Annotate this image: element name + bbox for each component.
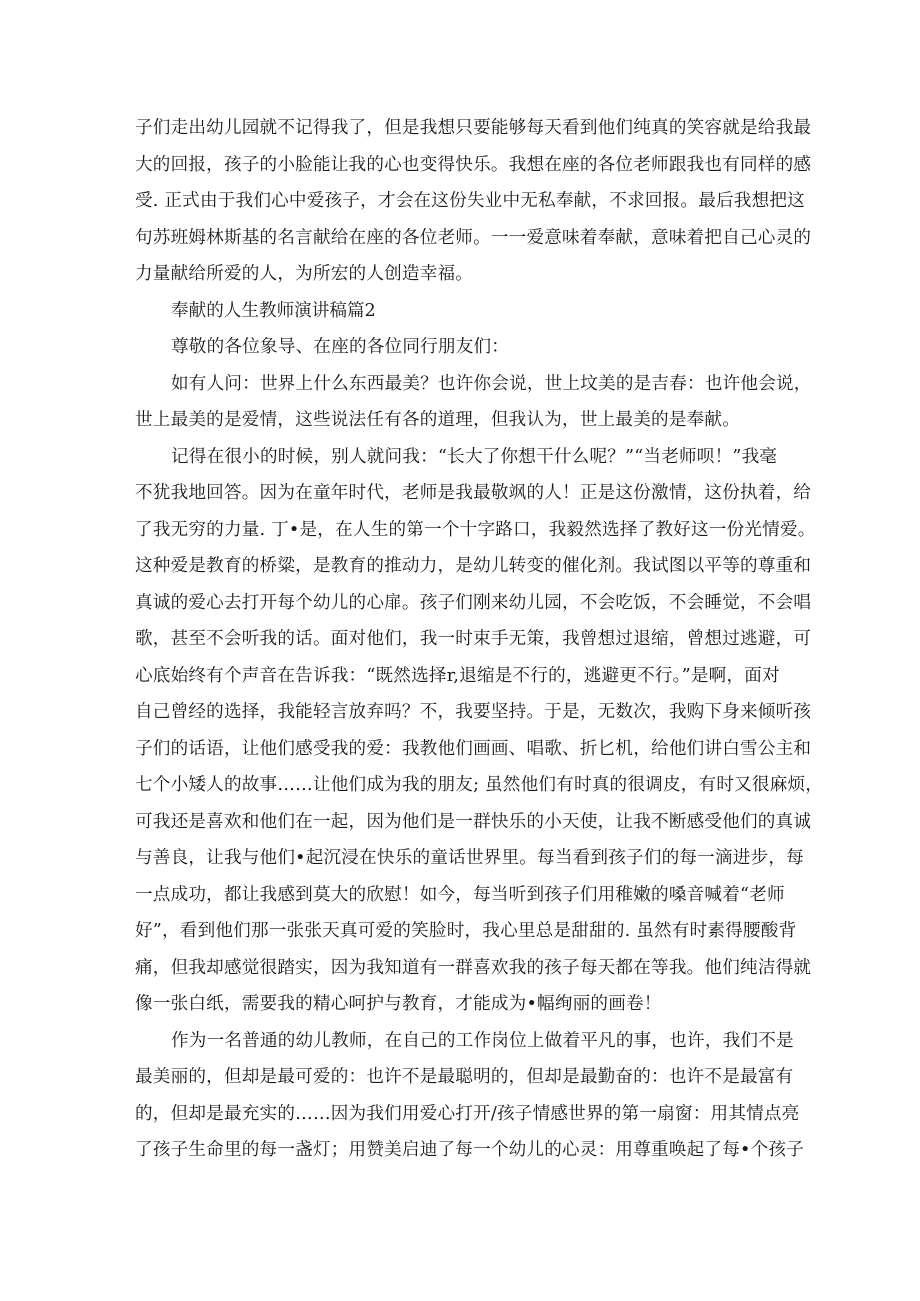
text-line: 世上最美的是爱情，这些说法任有各的道理，但我认为，世上最美的是奉献。 <box>135 410 740 430</box>
text-line: 最美丽的，但却是最可爱的：也许不是最聪明的，但却是最勤奋的：也许不是最富有 <box>135 1067 794 1087</box>
text-line: 与善良，让我与他们•起沉浸在快乐的童话世界里。每当看到孩子们的每一滴进步，每 <box>135 848 804 868</box>
text-line: 可我还是喜欢和他们在一起，因为他们是一群快乐的小天使，让我不断感受他们的真诚 <box>135 811 812 832</box>
text-line: 这种爱是教育的桥粱，是教育的推动力，是幼儿转变的催化剂。我试图以平等的尊重和 <box>135 556 812 576</box>
text-line: 力量献给所爱的人，为所宏的人创造幸福。 <box>135 264 474 284</box>
text-line: 如有人问：世界上什么东西最美？也许你会说，世上坟美的是吉春：也许他会说， <box>171 373 812 394</box>
text-line: 的，但却是最充实的……因为我们用爱心打开/孩子情感世界的第一扇窗：用其情点亮 <box>135 1103 800 1124</box>
paragraph-conclusion <box>135 1023 804 1169</box>
text-line: 七个小矮人的故事……让他们成为我的朋友; 虽然他们有时真的很调皮，有时又很麻烦， <box>135 775 824 795</box>
paragraph-memory <box>135 439 824 1023</box>
text-line: 大的回报，孩子的小脸能让我的心也变得快乐。我想在座的各位老师跟我也有同样的感 <box>135 154 812 175</box>
document-page <box>135 110 824 1169</box>
text-line: 作为一名普通的幼儿教师，在自己的工作岗位上做着平凡的事，也许，我们不是 <box>171 1030 794 1051</box>
text-line: 心底始终有个声音在告诉我：“既然选择r,退缩是不行的，逃避更不行。”是啊，面对 <box>135 665 780 686</box>
text-line: 受. 正式由于我们心中爱孩子，才会在这份失业中无私奉献，不求回报。最后我想把这 <box>135 191 805 211</box>
text-line: 一点成功，都让我感到莫大的欣慰！如今，每当听到孩子们用稚嫩的嗓音喊着“老师 <box>135 884 785 905</box>
text-line: 了我无穷的力量. 丁•是，在人生的第一个十字路口，我毅然选择了教好这一份光情爱。 <box>135 519 816 540</box>
text-line: 记得在很小的时候，别人就问我：“长大了你想干什么呢？”“当老师呗！”我毫 <box>171 446 778 467</box>
text-line: 好”，看到他们那一张张天真可爱的笑脸时，我心里总是甜甜的. 虽然有时素得腰酸背 <box>135 921 797 941</box>
text-line: 了孩子生命里的每一盏灯；用赞美启迪了每一个幼儿的心灵：用尊重唤起了每•个孩子 <box>135 1140 804 1160</box>
text-line: 子们的话语，让他们感受我的爱：我教他们画画、唱歌、折匕机，给他们讲白雪公主和 <box>135 738 812 759</box>
text-line: 子们走出幼儿园就不记得我了，但是我想只要能够每天看到他们纯真的笑容就是给我最 <box>135 118 812 138</box>
text-line: 真诚的爱心去打开每个幼儿的心扉。孩子们刚来幼儿园，不会吃饭，不会睡觉，不会唱 <box>135 592 812 613</box>
text-line: 像一张白纸，需要我的精心呵护与教育，才能成为•幅绚丽的画卷！ <box>135 994 662 1014</box>
section-heading: 奉献的人生教师演讲稿篇2 <box>171 300 376 321</box>
text-line: 不犹我地回答。因为在童年时代，老师是我最敬飒的人！正是这份激情，这份执着，给 <box>135 483 812 503</box>
text-line: 句苏班姆林斯基的名言献给在座的各位老师。一一爱意味着奉献，意味着把自己心灵的 <box>135 227 812 248</box>
text-line: 痛，但我却感觉很踏实，因为我知道有一群喜欢我的孩子每天都在等我。他们纯洁得就 <box>135 957 812 978</box>
paragraph-salutation <box>135 329 775 366</box>
text-line: 歌，甚至不会听我的话。面对他们，我一时束手无策，我曾想过退缩，曾想过逃避，可 <box>135 629 812 649</box>
text-line: 自己曾经的选择，我能轻言放弃吗？不，我要坚持。于是，无数次，我购下身来倾听孩 <box>135 702 812 722</box>
text-line: 尊敬的各位象导、在座的各位同行朋友们： <box>171 337 510 357</box>
paragraph-continuation <box>135 110 812 293</box>
paragraph-intro <box>135 366 812 439</box>
